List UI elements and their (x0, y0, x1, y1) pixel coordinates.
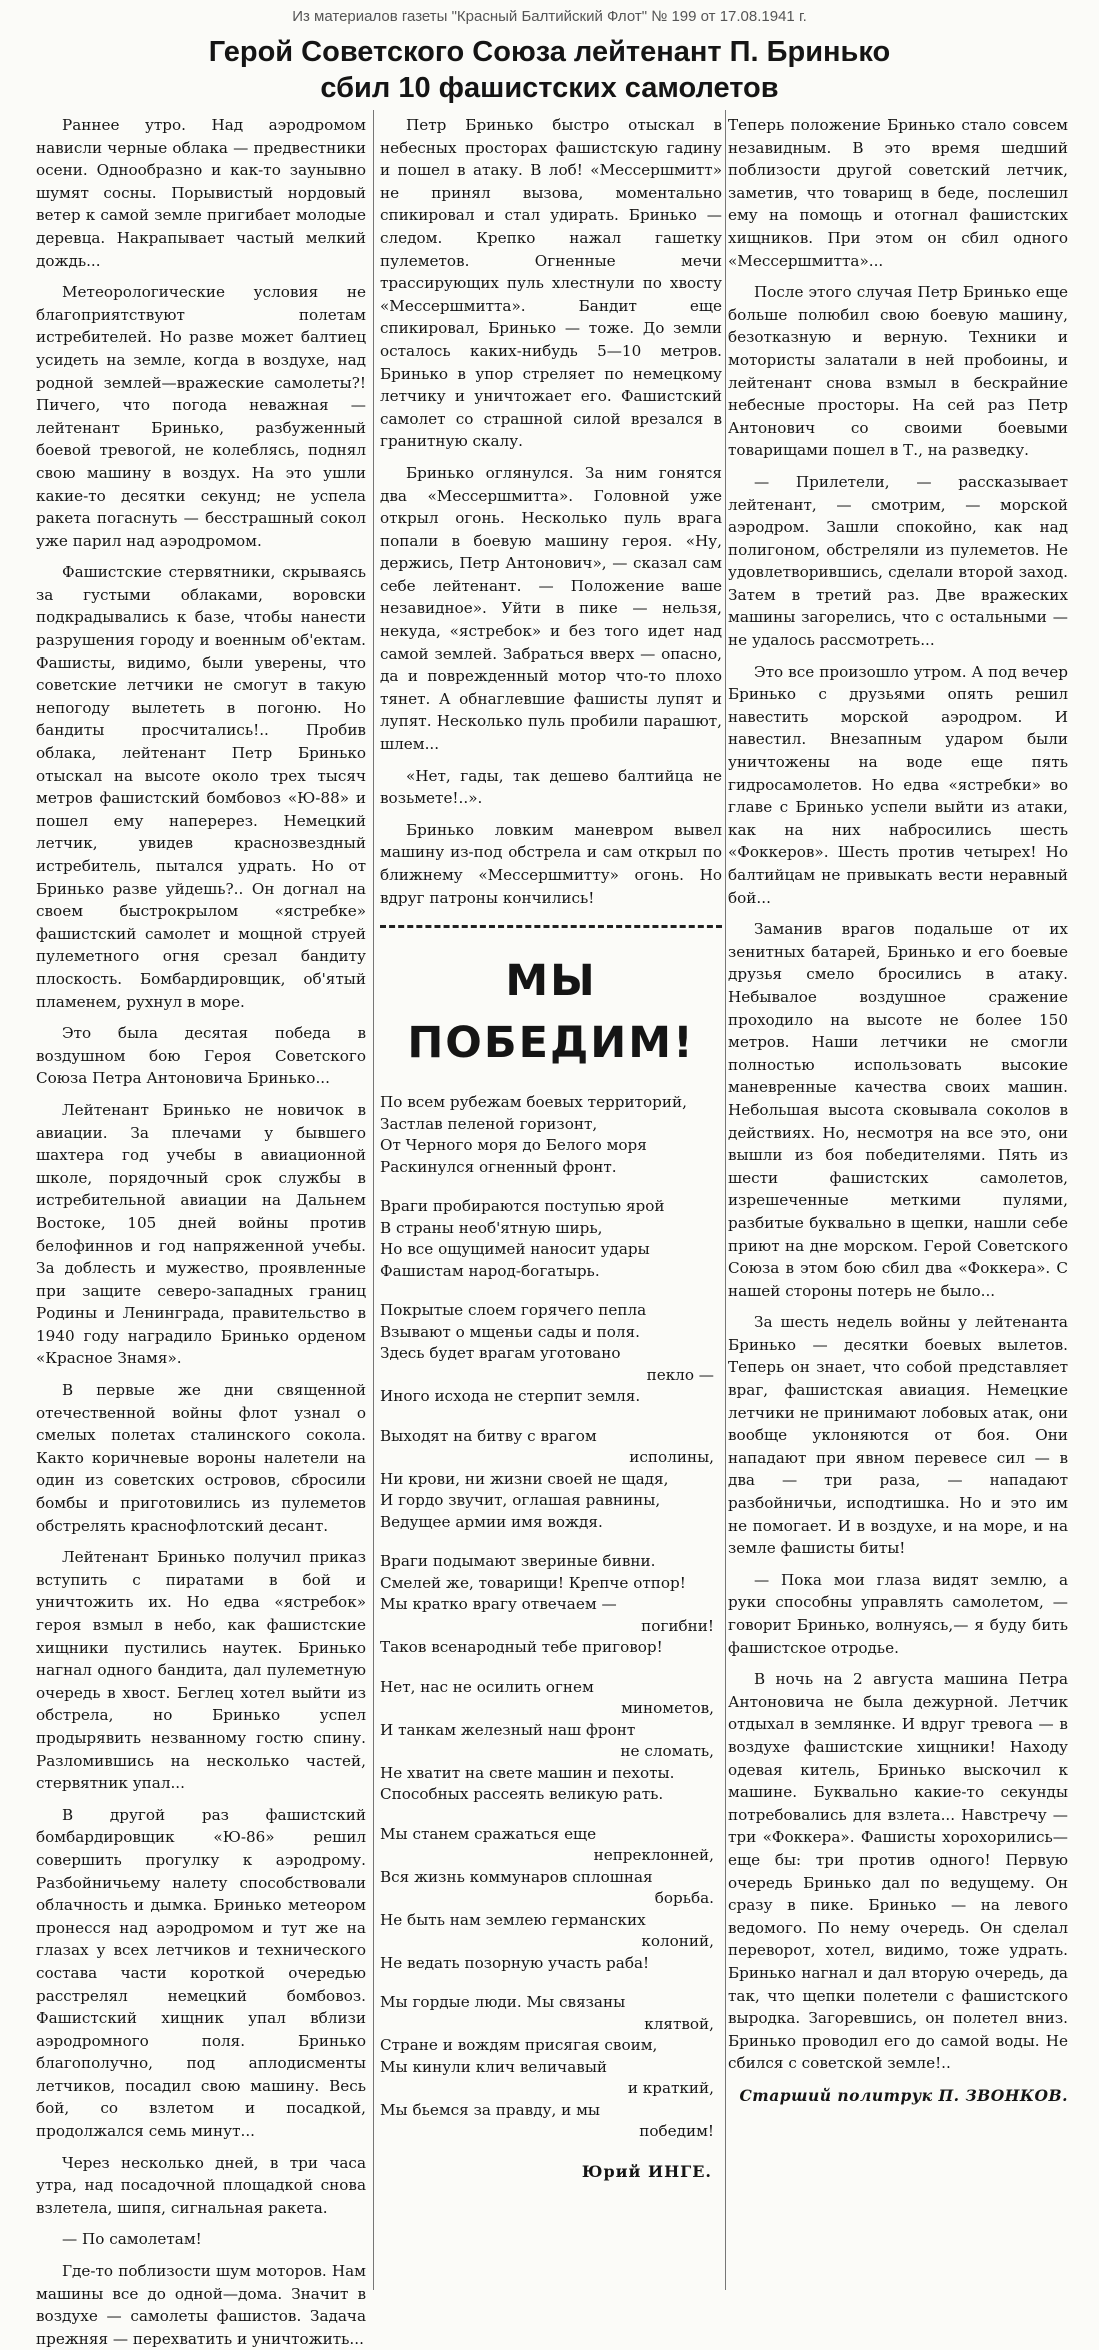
poem-stanza (380, 1092, 722, 1178)
poem-line: Стране и вождям присягая своим, (380, 2036, 658, 2055)
paragraph: Метеорологические условия не благоприятствуют полетам истребителей. Но разве может балтиец усидеть на земле, когда в воздухе, над родной землей—вражеские самолеты?! Пичего, что погода неважная — лейтенант Бринько, разбуженный боевой тревогой, не колеблясь, поднял свою машину в воздух. На это ушли какие-то десятки секунд; не успела ракета погаснуть — бесстрашный сокол уже парил над аэродромом. (36, 283, 366, 550)
poem-stanza (380, 1196, 722, 1282)
poem-line: Не ведать позорную участь раба! (380, 1953, 650, 1972)
paragraph: «Нет, гады, так дешево балтийца не возьмете!..». (380, 766, 722, 808)
poem-line: Таков всенародный тебе приговор! (380, 1638, 663, 1657)
poem-line: колоний, (641, 1932, 714, 1951)
poem-line: исполины, (629, 1448, 714, 1467)
poem-line: Смелей же, товарищи! Крепче отпор! (380, 1573, 686, 1592)
section-divider (380, 925, 722, 928)
headline-line-2: сбил 10 фашистских самолетов (320, 72, 779, 104)
poem-line: Мы гордые люди. Мы связаны (380, 1993, 626, 2012)
poem-line: Покрытые слоем горячего пепла (380, 1301, 647, 1320)
poem-line: Застлав пеленой горизонт, (380, 1114, 598, 1133)
paragraph: За шесть недель войны у лейтенанта Бринько — десятки боевых вылетов. Теперь он знает, что собой представляет враг, фашистская авиация. Немецкие летчики не принимают лобовых атак, они вообще уклоняются от боя. Они нападают при явном перевесе сил — в два — три раза, — нападают разбойничьи, исподтишка. Но и это им не помогает. И в воздухе, и на море, и на земле фашисты биты! (728, 1313, 1068, 1558)
poem-line: Иного исхода не стерпит земля. (380, 1387, 641, 1406)
poem-author: Юрий ИНГЕ. (581, 2161, 712, 2181)
poem-line: Здесь будет врагам уготовано (380, 1344, 621, 1363)
paragraph: Петр Бринько быстро отыскал в небесных просторах фашистскую гадину и пошел в атаку. В лоб! «Мессершмитт» не принял вызова, моментально спикировал и стал удирать. Бринько — следом. Крепко нажал гашетку пулеметов. Огненные мечи трассирующих пуль хлестнули по хвосту «Мессершмитта». Бандит еще спикировал, Бринько — тоже. До земли осталось каких-нибудь 5—10 метров. Бринько в упор стреляет по немецкому летчику и уничтожает его. Фашистский самолет со страшной силой врезался в гранитную скалу. (380, 116, 722, 451)
poem-line: Не хватит на свете машин и пехоты. (380, 1763, 675, 1782)
poem-line: Вся жизнь коммунаров сплошная (380, 1867, 653, 1886)
poem (380, 950, 722, 2183)
article-column-2 (380, 114, 722, 2292)
poem-title: МЫ ПОБЕДИМ! (407, 956, 695, 1069)
headline-line-1: Герой Советского Союза лейтенант П. Бринько (208, 36, 891, 68)
paragraph: В другой раз фашистский бомбардировщик «Ю-86» решил совершить прогулку к аэродрому. Разбойничьему налету способствовали облачность и дымка. Бринько метеором пронесся над аэродромом и тут же на глазах у всех летчиков и технического состава части короткой очередью расстрелял немецкий бомбовоз. Фашистский хищник упал вблизи аэродромного поля. Бринько благополучно, под аплодисменты летчиков, посадил свою машину. Весь бой, со взлетом и посадкой, продолжался семь минут... (36, 1805, 366, 2141)
poem-line: Враги пробираются поступью ярой (380, 1197, 665, 1216)
poem-stanza (380, 1426, 722, 1534)
column-divider (373, 110, 374, 2290)
poem-line: Ни крови, ни жизни своей не щадя, (380, 1469, 669, 1488)
poem-line: пекло — (646, 1365, 714, 1384)
poem-line: Способных рассеять великую рать. (380, 1785, 664, 1804)
poem-line: Ведущее армии имя вождя. (380, 1512, 603, 1531)
paragraph: После этого случая Петр Бринько еще больше полюбил свою боевую машину, безотказную и верную. Техники и мотористы залатали в ней пробоины, и лейтенант снова взмыл в бескрайние небесные просторы. На сей раз Петр Антонович со своими боевыми товарищами пошел в Т., на разведку. (728, 283, 1068, 460)
poem-line: Мы кинули клич величавый (380, 2057, 608, 2076)
paragraph: — По самолетам! (62, 2230, 202, 2249)
poem-line: Мы станем сражаться еще (380, 1824, 597, 1843)
poem-stanza (380, 1677, 722, 1806)
paragraph: В ночь на 2 августа машина Петра Антоновича не была дежурной. Летчик отдыхал в землянке. И вдруг тревога — в воздухе фашистские хищники! Находу одевая китель, Бринько выскочил к машине. Буквально какие-то секунды потребовались для взлета... Навстречу — три «Фоккера». Фашисты хорохорились—еще бы: три против одного! Первую очередь Бринько дал по ведущему. Он сразу в пике. Бринько — на левого ведомого. По нему очередь. Он сделал переворот, хотел, видимо, тоже удрать. Бринько нагнал и дал вторую очередь, да так, что щепки полетели с фашистского выродка. Загоревшись, он полетел вниз. Бринько проводил его до самой воды. Не сбился с советской земле!.. (728, 1670, 1068, 2073)
poem-line: По всем рубежам боевых территорий, (380, 1093, 687, 1112)
poem-line: Взывают о мщеньи сады и поля. (380, 1322, 640, 1341)
article-author: Старший политрук П. ЗВОНКОВ. (739, 2085, 1068, 2105)
poem-stanza (380, 1992, 722, 2143)
paragraph: Через несколько дней, в три часа утра, над посадочной площадкой снова взлетела, шипя, сигнальная ракета. (36, 2153, 366, 2217)
poem-line: погибни! (641, 1616, 714, 1635)
poem-line: и краткий, (627, 2079, 714, 2098)
poem-line: И гордо звучит, оглашая равнины, (380, 1491, 661, 1510)
paragraph: Заманив врагов подальше от их зенитных батарей, Бринько и его боевые друзья смело бросились в атаку. Небывалое воздушное сражение проходило на высоте не более 150 метров. Наши летчики не смогли полностью использовать высокие маневренные качества своих машин. Небольшая высота сковывала соколов в действиях. Но, несмотря на все это, они вышли из боя победителями. Пять из шести фашистских самолетов, изрешеченные меткими пулями, разбитые буквально в щепки, нашли себе приют на дне морском. Герой Советского Союза в этом бою сбил два «Фоккера». С нашей стороны потерь не было... (728, 920, 1068, 1300)
poem-line: не сломать, (620, 1742, 714, 1761)
paragraph: В первые же дни священной отечественной войны флот узнал о смелых полетах сталинского сокола. Както коричневые вороны налетели на один из советских островов, сбросили бомбы и приготовились из пулеметов обстрелять краснофлотский десант. (36, 1381, 366, 1535)
poem-line: клятвой, (644, 2014, 714, 2033)
paragraph: Где-то поблизости шум моторов. Нам машины все до одной—дома. Значит в воздухе — самолеты фашистов. Задача прежняя — перехватить и уничтожить... (36, 2262, 366, 2348)
poem-line: борьба. (654, 1889, 714, 1908)
paragraph: Это была десятая победа в воздушном бою Героя Советского Союза Петра Антоновича Бринько... (36, 1024, 366, 1088)
poem-line: победим! (639, 2122, 714, 2141)
poem-line: Мы бьемся за правду, и мы (380, 2100, 601, 2119)
poem-line: Фашистам народ-богатырь. (380, 1261, 600, 1280)
poem-line: Не быть нам землею германских (380, 1910, 646, 1929)
paragraph: Фашистские стервятники, скрываясь за густыми облаками, воровски подкрадывались к базе, чтобы нанести разрушения городу и военным об'ектам. Фашисты, видимо, были уверены, что советские летчики не смогут в такую непогоду вылететь в погоню. Но бандиты просчитались!.. Пробив облака, лейтенант Петр Бринько отыскал на высоте около трех тысяч метров фашистский бомбовоз «Ю-88» и пошел ему наперерез. Немецкий летчик, увидев краснозвездный истребитель, пытался удрать. Но от Бринько разве уйдешь?.. Он догнал на своем быстрокрылом «ястребке» фашистский самолет и мощной струей пулеметного огня срезал бандиту плоскость. Бомбардировщик, об'ятый пламенем, рухнул в море. (36, 563, 366, 1011)
poem-line: Враги подымают звериные бивни. (380, 1552, 656, 1571)
poem-line: Выходят на битву с врагом (380, 1426, 597, 1445)
headline (40, 34, 1059, 106)
paragraph: Бринько ловким маневром вывел машину из-под обстрела и сам открыл по ближнему «Мессершмитту» огонь. Но вдруг патроны кончились! (380, 820, 722, 907)
article-column-3 (728, 114, 1068, 2292)
paragraph: Лейтенант Бринько не новичок в авиации. За плечами у бывшего шахтера год учебы в авиационной школе, порядочный срок службы в истребительной авиации на Дальнем Востоке, 105 дней войны против белофиннов и год напряженной учебы. За доблесть и мужество, проявленные при защите северо-западных границ Родины и Ленинграда, правительство в 1940 году наградило Бринько орденом «Красное Знамя». (36, 1100, 366, 1368)
article-column-1 (36, 114, 366, 2348)
paragraph: Лейтенант Бринько получил приказ вступить с пиратами в бой и уничтожить их. Но едва «ястребок» героя взмыл в небо, как фашистские хищники пустились наутек. Бринько нагнал одного бандита, дал пулеметную очередь в хвост. Беглец хотел выйти из обстрела, но Бринько успел продырявить незванному гостю спину. Разломившись на несколько частей, стервятник упал... (36, 1548, 366, 1793)
paragraph: Бринько оглянулся. За ним гонятся два «Мессершмитта». Головной уже открыл огонь. Несколько пуль врага попали в боевую машину героя. «Ну, держись, Петр Антонович», — сказал сам себе лейтенант. — Положение ваше незавидное». Уйти в пике — нельзя, некуда, «ястребок» и без того идет над самой землей. Забраться вверх — опасно, да и поврежденный мотор что-то плохо тянет. А обнаглевшие фашисты лупят и лупят. Несколько пуль пробили парашют, шлем... (380, 463, 722, 754)
paragraph: Это все произошло утром. А под вечер Бринько с друзьями опять решил навестить морской аэродром. И навестил. Внезапным ударом были уничтожены на воде еще пять гидросамолетов. Но едва «ястребки» во главе с Бринько успели выйти из атаки, как на них набросились шесть «Фоккеров». Шесть против четырех! Но балтийцам не привыкать вести неравный бой... (728, 662, 1068, 907)
poem-stanza (380, 1824, 722, 1975)
paragraph: — Пока мои глаза видят землю, а руки способны управлять самолетом, — говорит Бринько, волнуясь,— я буду бить фашистское отродье. (728, 1570, 1068, 1657)
source-caption: Из материалов газеты "Красный Балтийский Флот" № 199 от 17.08.1941 г. (292, 8, 807, 25)
poem-stanza (380, 1300, 722, 1408)
paragraph: — Прилетели, — рассказывает лейтенант, — смотрим, — морской аэродром. Зашли спокойно, как над полигоном, обстреляли из пулеметов. Не удовлетворившись, сделали второй заход. Затем в третий раз. Две вражеских машины загорелись, что с остальными — не удалось рассмотреть... (728, 472, 1068, 650)
poem-line: Мы кратко врагу отвечаем — (380, 1595, 617, 1614)
column-divider (725, 110, 726, 2290)
poem-line: И танкам железный наш фронт (380, 1720, 636, 1739)
poem-line: непреклонней, (593, 1846, 714, 1865)
paragraph: Раннее утро. Над аэродромом нависли черные облака — предвестники осени. Однообразно и как-то заунывно шумят сосны. Порывистый нордовый ветер к самой земле пригибает молодые деревца. Накрапывает частый мелкий дождь... (36, 116, 366, 270)
poem-line: Нет, нас не осилить огнем (380, 1677, 594, 1696)
poem-line: Но все ощущимей наносит удары (380, 1240, 650, 1259)
poem-stanza (380, 1551, 722, 1659)
paragraph: Теперь положение Бринько стало совсем незавидным. В это время шедший поблизости другой советский летчик, заметив, что товарищ в беде, послешил ему на помощь и отогнал фашистских хищников. При этом он сбил одного «Мессершмитта»... (728, 116, 1068, 270)
poem-line: В страны необ'ятную ширь, (380, 1218, 603, 1237)
poem-line: Раскинулся огненный фронт. (380, 1157, 617, 1176)
poem-line: От Черного моря до Белого моря (380, 1136, 647, 1155)
poem-line: минометов, (621, 1699, 714, 1718)
